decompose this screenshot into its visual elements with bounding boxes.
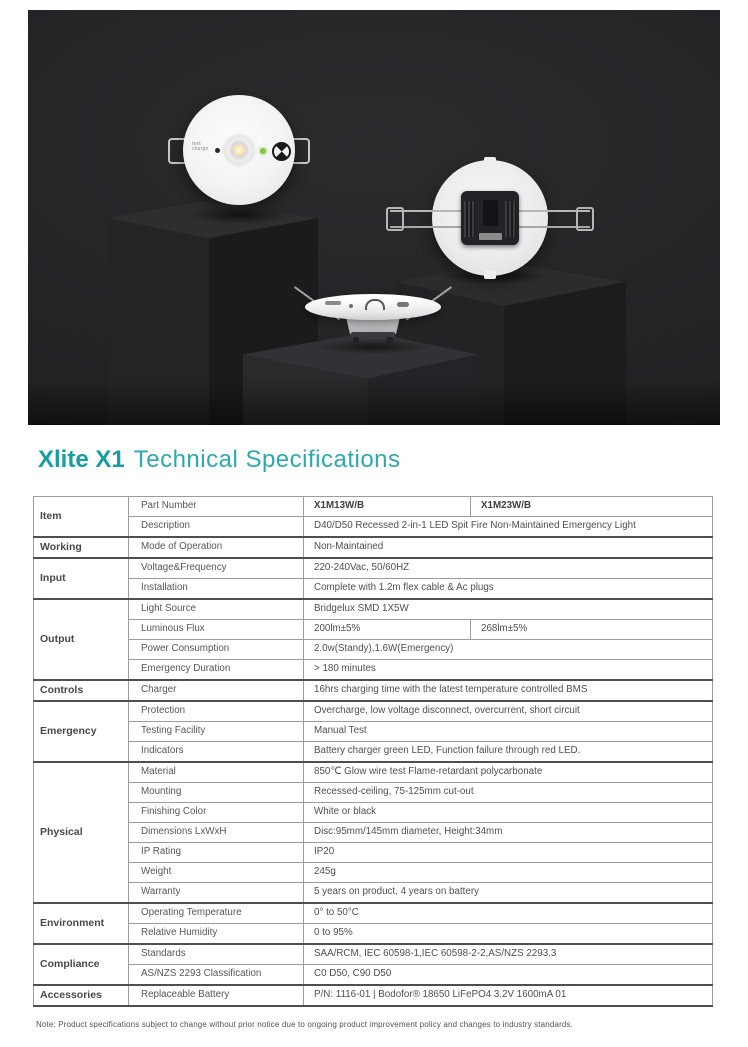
- spec-label: Relative Humidity: [129, 924, 304, 945]
- table-row: [34, 762, 713, 783]
- table-row: [34, 924, 713, 945]
- spec-value: Bridgelux SMD 1X5W: [304, 599, 713, 620]
- front-disc-shadow: [188, 206, 292, 224]
- mount-tab-bottom-icon: [484, 270, 496, 279]
- heatsink-ribs-right-icon: [505, 201, 516, 237]
- spec-label: Material: [129, 762, 304, 783]
- wire-loop-right-icon: [576, 207, 594, 231]
- spec-label: Part Number: [129, 497, 304, 517]
- mount-tab-top-icon: [484, 157, 496, 166]
- spec-table: [33, 496, 713, 1007]
- spec-label: Warranty: [129, 883, 304, 904]
- spec-value: X1M13W/B: [304, 497, 471, 517]
- page-title: [38, 446, 401, 474]
- page-subtitle: Technical Specifications: [133, 446, 401, 473]
- spec-label: Dimensions LxWxH: [129, 823, 304, 843]
- spec-value: 5 years on product, 4 years on battery: [304, 883, 713, 904]
- spec-value: IP20: [304, 843, 713, 863]
- table-row: [34, 517, 713, 538]
- spec-label: Light Source: [129, 599, 304, 620]
- table-row: [34, 965, 713, 986]
- spec-label: Power Consumption: [129, 640, 304, 660]
- table-row: [34, 903, 713, 924]
- table-row: [34, 599, 713, 620]
- table-row: [34, 985, 713, 1006]
- table-row: [34, 701, 713, 722]
- spec-value: P/N: 1116-01 | Bodofor® 18650 LiFePO4 3.2V 1600mA 01: [304, 985, 713, 1006]
- spec-value: 850℃ Glow wire test Flame-retardant polycarbonate: [304, 762, 713, 783]
- spec-value: 0° to 50°C: [304, 903, 713, 924]
- spec-value: Overcharge, low voltage disconnect, overcurrent, short circuit: [304, 701, 713, 722]
- spec-category: Controls: [34, 680, 129, 701]
- footnote: Note: Product specifications subject to change without prior notice due to ongoing product improvement policy and changes to industry standards.: [36, 1020, 574, 1029]
- spec-value: Manual Test: [304, 722, 713, 742]
- spec-value: Disc:95mm/145mm diameter, Height:34mm: [304, 823, 713, 843]
- table-row: [34, 742, 713, 763]
- led-lens-icon: [224, 135, 254, 165]
- table-row: [34, 863, 713, 883]
- table-row: [34, 620, 713, 640]
- floor-shadow: [28, 379, 720, 425]
- spec-label: Emergency Duration: [129, 660, 304, 681]
- spec-category: Physical: [34, 762, 129, 903]
- wire-loop-left-icon: [386, 207, 404, 231]
- spec-label: Protection: [129, 701, 304, 722]
- table-row: [34, 722, 713, 742]
- saucer-foot-left-icon: [353, 337, 359, 343]
- table-row: [34, 558, 713, 579]
- spec-label: Indicators: [129, 742, 304, 763]
- spec-category: Output: [34, 599, 129, 680]
- table-row: [34, 803, 713, 823]
- spec-value: Recessed-ceiling, 75-125mm cut-out: [304, 783, 713, 803]
- table-row: [34, 944, 713, 965]
- spec-category: Working: [34, 537, 129, 558]
- spec-category: Input: [34, 558, 129, 599]
- spec-category: Emergency: [34, 701, 129, 762]
- spec-label: Standards: [129, 944, 304, 965]
- spec-value: SAA/RCM, IEC 60598-1,IEC 60598-2-2,AS/NZS 2293.3: [304, 944, 713, 965]
- device-label-line1: test: [192, 141, 201, 147]
- spec-category: Compliance: [34, 944, 129, 985]
- spec-category: Accessories: [34, 985, 129, 1006]
- housing-label-icon: [479, 233, 502, 240]
- spec-value: 220-240Vac, 50/60HZ: [304, 558, 713, 579]
- spec-label: Charger: [129, 680, 304, 701]
- saucer-dot-icon: [349, 304, 353, 308]
- table-row: [34, 843, 713, 863]
- brand-logo-icon: [272, 142, 291, 161]
- table-row: [34, 783, 713, 803]
- spec-value: 16hrs charging time with the latest temperature controlled BMS: [304, 680, 713, 701]
- spec-value: Complete with 1.2m flex cable & Ac plugs: [304, 579, 713, 600]
- spec-value: 268lm±5%: [471, 620, 713, 640]
- product-side-view: [303, 288, 443, 350]
- spec-value: D40/D50 Recessed 2-in-1 LED Spit Fire Non-Maintained Emergency Light: [304, 517, 713, 538]
- spec-label: Installation: [129, 579, 304, 600]
- spec-value: > 180 minutes: [304, 660, 713, 681]
- spec-category: Item: [34, 497, 129, 538]
- heatsink-ribs-left-icon: [464, 201, 475, 237]
- spec-label: AS/NZS 2293 Classification: [129, 965, 304, 986]
- spec-label: Finishing Color: [129, 803, 304, 823]
- hero-product-image: [28, 10, 720, 425]
- spec-label: Description: [129, 517, 304, 538]
- spec-value: 245g: [304, 863, 713, 883]
- status-led-icon: [260, 148, 266, 154]
- housing-slot-icon: [483, 200, 498, 226]
- spec-label: Operating Temperature: [129, 903, 304, 924]
- spec-value: 200lm±5%: [304, 620, 471, 640]
- product-front-view: [183, 95, 295, 205]
- table-row: [34, 680, 713, 701]
- spec-label: Luminous Flux: [129, 620, 304, 640]
- test-button-icon: [215, 148, 220, 153]
- table-row: [34, 497, 713, 517]
- spec-value: Non-Maintained: [304, 537, 713, 558]
- product-back-view: [432, 160, 548, 276]
- table-row: [34, 537, 713, 558]
- spec-table-body: [34, 497, 713, 1007]
- spec-value: 2.0w(Standy),1.6W(Emergency): [304, 640, 713, 660]
- spec-value: X1M23W/B: [471, 497, 713, 517]
- spec-label: Mounting: [129, 783, 304, 803]
- spec-label: Voltage&Frequency: [129, 558, 304, 579]
- spec-label: Replaceable Battery: [129, 985, 304, 1006]
- product-name: Xlite X1: [38, 446, 125, 473]
- table-row: [34, 660, 713, 681]
- spec-category: Environment: [34, 903, 129, 944]
- saucer-logo-icon: [397, 302, 409, 307]
- saucer-foot-right-icon: [387, 337, 393, 343]
- spec-value: C0 D50, C90 D50: [304, 965, 713, 986]
- saucer-lens-arc-icon: [365, 299, 385, 310]
- spec-label: Mode of Operation: [129, 537, 304, 558]
- saucer-print-icon: [325, 301, 341, 305]
- spec-label: IP Rating: [129, 843, 304, 863]
- battery-housing-icon: [461, 191, 519, 245]
- spec-value: Battery charger green LED, Function failure through red LED.: [304, 742, 713, 763]
- device-label-line2: charge: [192, 146, 209, 152]
- spec-value: White or black: [304, 803, 713, 823]
- spec-value: 0 to 95%: [304, 924, 713, 945]
- spec-label: Weight: [129, 863, 304, 883]
- table-row: [34, 579, 713, 600]
- spec-label: Testing Facility: [129, 722, 304, 742]
- table-row: [34, 640, 713, 660]
- table-row: [34, 823, 713, 843]
- table-row: [34, 883, 713, 904]
